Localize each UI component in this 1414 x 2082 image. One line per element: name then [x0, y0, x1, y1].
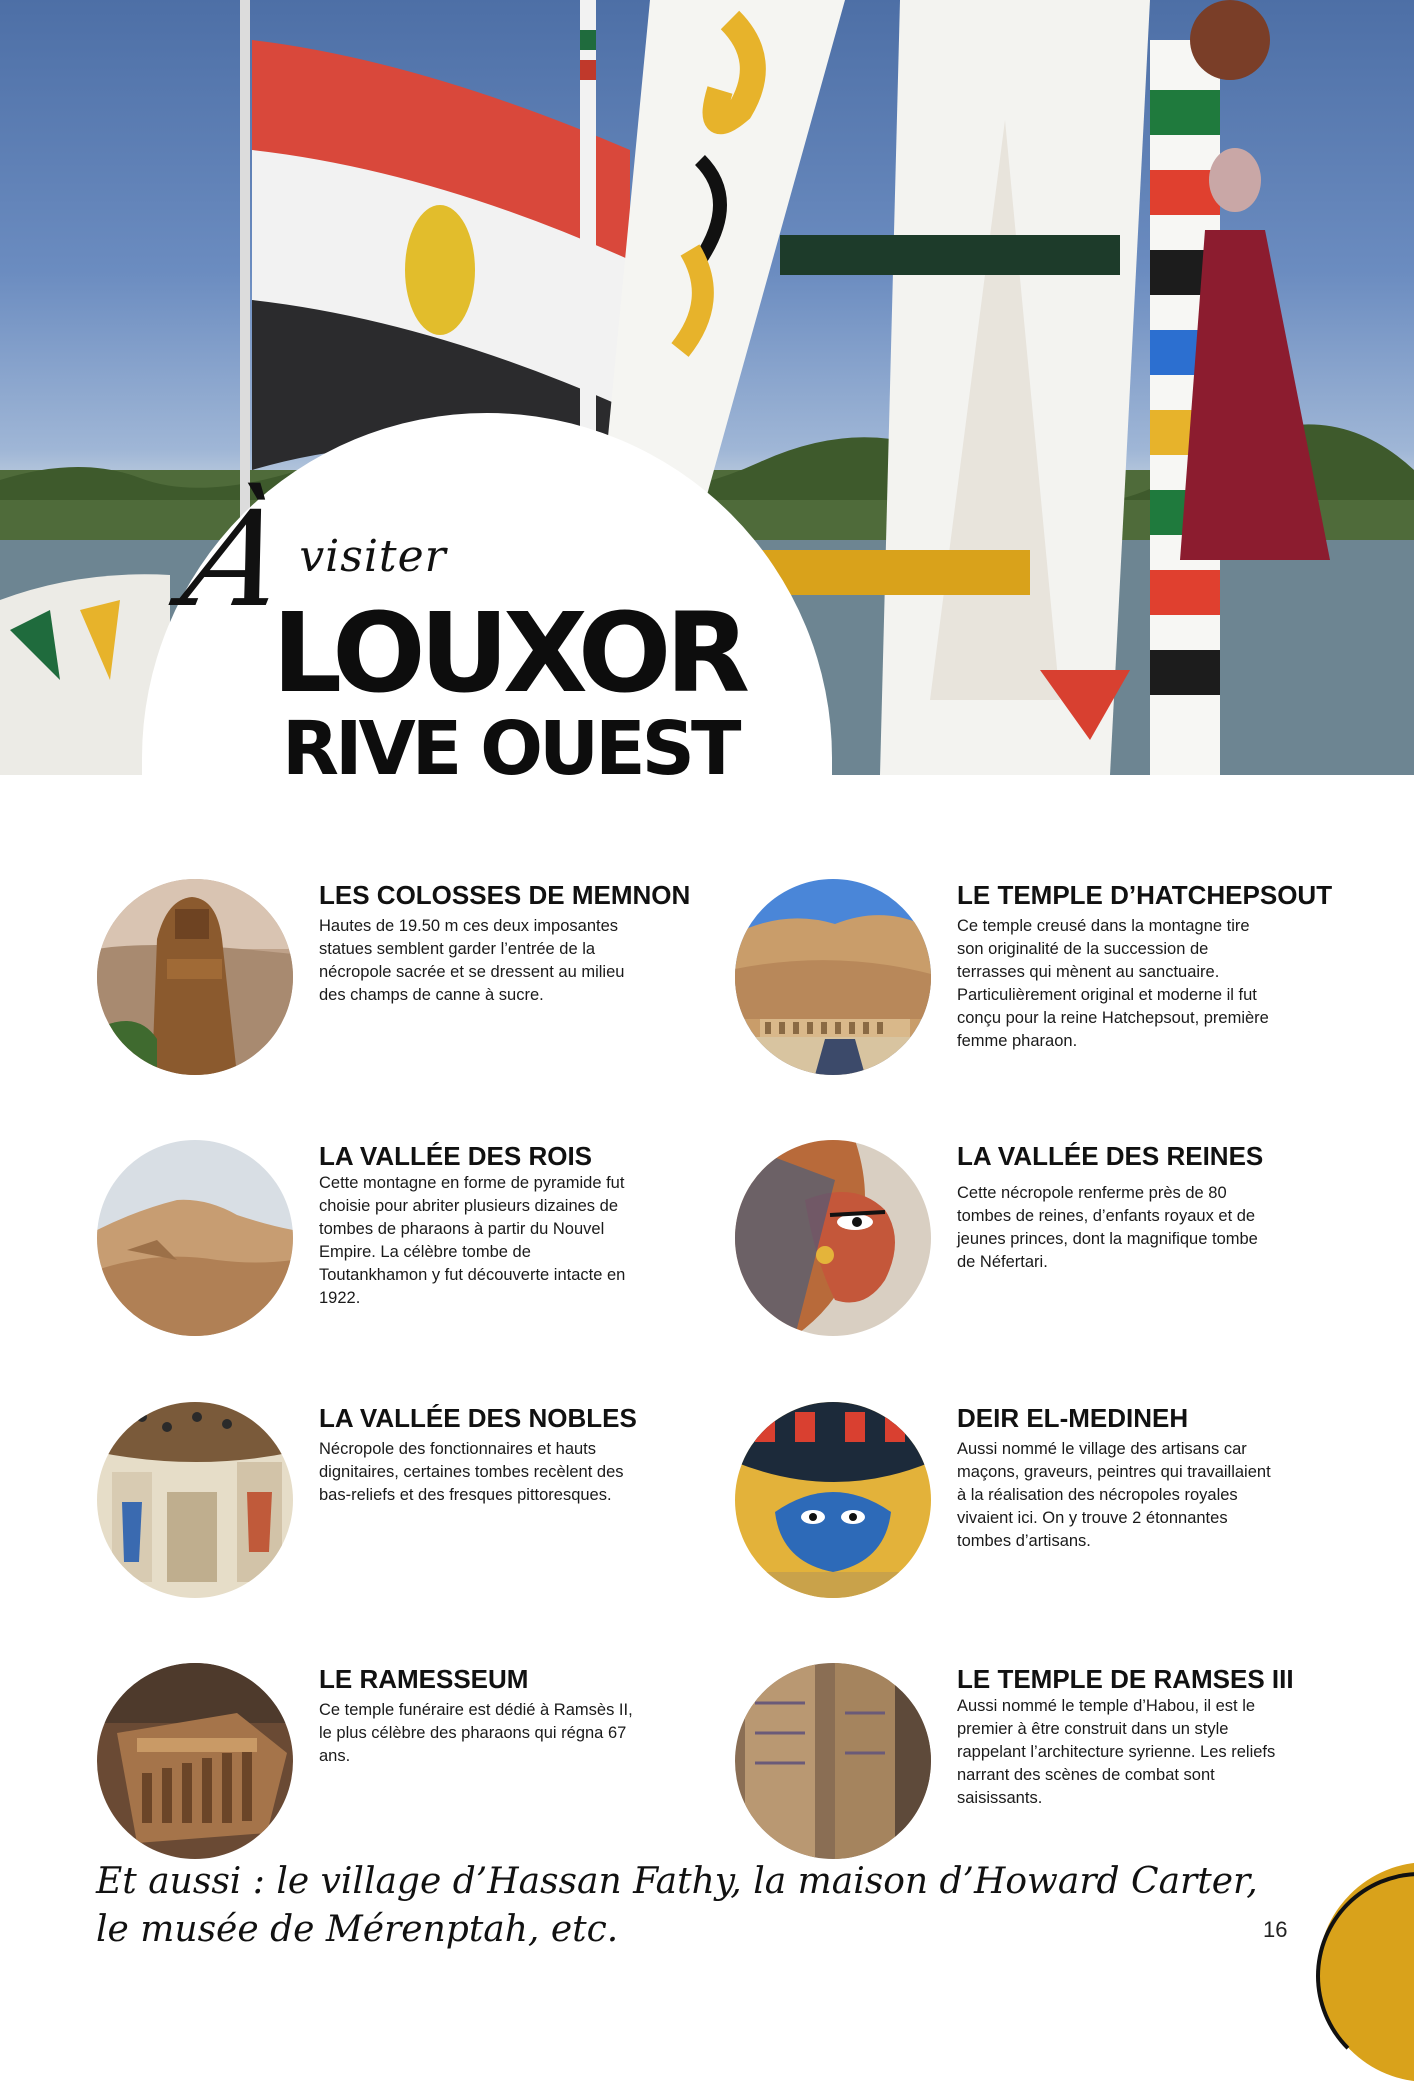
site-temple-ramses-iii: [735, 1663, 1375, 1863]
page-title: LOUXOR: [272, 589, 745, 717]
temple-ruins-aerial: [97, 1663, 293, 1859]
site-description: Ce temple funéraire est dédié à Ramsès II, le plus célèbre des pharaons qui régna 67 ans.: [319, 1701, 633, 1765]
title-script-rest: visiter: [299, 531, 447, 582]
colossus-statue-photo: [97, 879, 293, 1075]
site-description: Cette montagne en forme de pyramide fut choisie pour abriter plusieurs dizaines de tombes de pharaons à partir du Nouvel Empire. La célèbre tombe de Toutankhamon y fut découverte intacte en 1922.: [319, 1174, 626, 1307]
title-script-initial: À: [171, 483, 301, 637]
queen-portrait-painting: [735, 1140, 931, 1336]
site-temple-hatchepsout: [735, 879, 1375, 1079]
title-script: [171, 460, 447, 637]
site-colosses-memnon: [97, 879, 737, 1079]
site-description: Nécropole des fonctionnaires et hauts dignitaires, certaines tombes recèlent des bas-reliefs et des fresques pittoresques.: [319, 1440, 624, 1504]
painted-ceiling-photo: [735, 1402, 931, 1598]
site-description: Cette nécropole renferme près de 80 tombes de reines, d’enfants royaux et de jeunes princes, dont la magnifique tombe de Néfertari.: [957, 1184, 1258, 1271]
site-title: DEIR EL-MEDINEH: [957, 1403, 1189, 1433]
site-title: LE TEMPLE D’HATCHEPSOUT: [957, 880, 1333, 910]
site-title: LE RAMESSEUM: [319, 1664, 529, 1694]
site-title: LA VALLÉE DES NOBLES: [319, 1403, 637, 1433]
site-deir-el-medineh: [735, 1402, 1375, 1602]
site-ramesseum: [97, 1663, 737, 1863]
site-vallee-nobles: [97, 1402, 737, 1602]
site-description: Aussi nommé le village des artisans car maçons, graveurs, peintres qui travaillaient à la réalisation des nécropoles royales vivaient ici. On y trouve 2 étonnantes tombes d’artisans.: [957, 1440, 1271, 1550]
terraced-temple-photo: [735, 879, 931, 1075]
site-description: Hautes de 19.50 m ces deux imposantes statues semblent garder l’entrée de la nécropole sacrée et se dressent au milieu des champs de canne à sucre.: [319, 917, 625, 1004]
site-vallee-rois: [97, 1140, 737, 1340]
site-description: Ce temple creusé dans la montagne tire son originalité de la succession de terrasses qui mènent au sanctuaire. Particulièrement original et moderne il fut conçu pour la reine Hatchepsout, première femme pharaon.: [957, 917, 1269, 1050]
site-title: LA VALLÉE DES REINES: [957, 1141, 1264, 1171]
carved-columns-photo: [735, 1663, 931, 1859]
site-vallee-reines: [735, 1140, 1375, 1340]
page-number: 16: [1263, 1917, 1288, 1942]
site-title: LE TEMPLE DE RAMSES III: [957, 1664, 1294, 1694]
footer-note: Et aussi : le village d’Hassan Fathy, la maison d’Howard Carter, le musée de Mérenptah, etc.: [96, 1861, 1258, 1950]
site-title: LES COLOSSES DE MEMNON: [319, 880, 691, 910]
site-title: LA VALLÉE DES ROIS: [319, 1141, 593, 1171]
corner-ring-decoration: [1316, 1872, 1414, 2080]
painted-tomb-interior: [97, 1402, 293, 1598]
desert-mountain-photo: [97, 1140, 293, 1336]
site-description: Aussi nommé le temple d’Habou, il est le premier à être construit dans un style rappelant l’architecture syrienne. Les reliefs narrant des scènes de combat sont saisissants.: [957, 1697, 1276, 1807]
page-subtitle: RIVE OUEST: [282, 706, 738, 792]
